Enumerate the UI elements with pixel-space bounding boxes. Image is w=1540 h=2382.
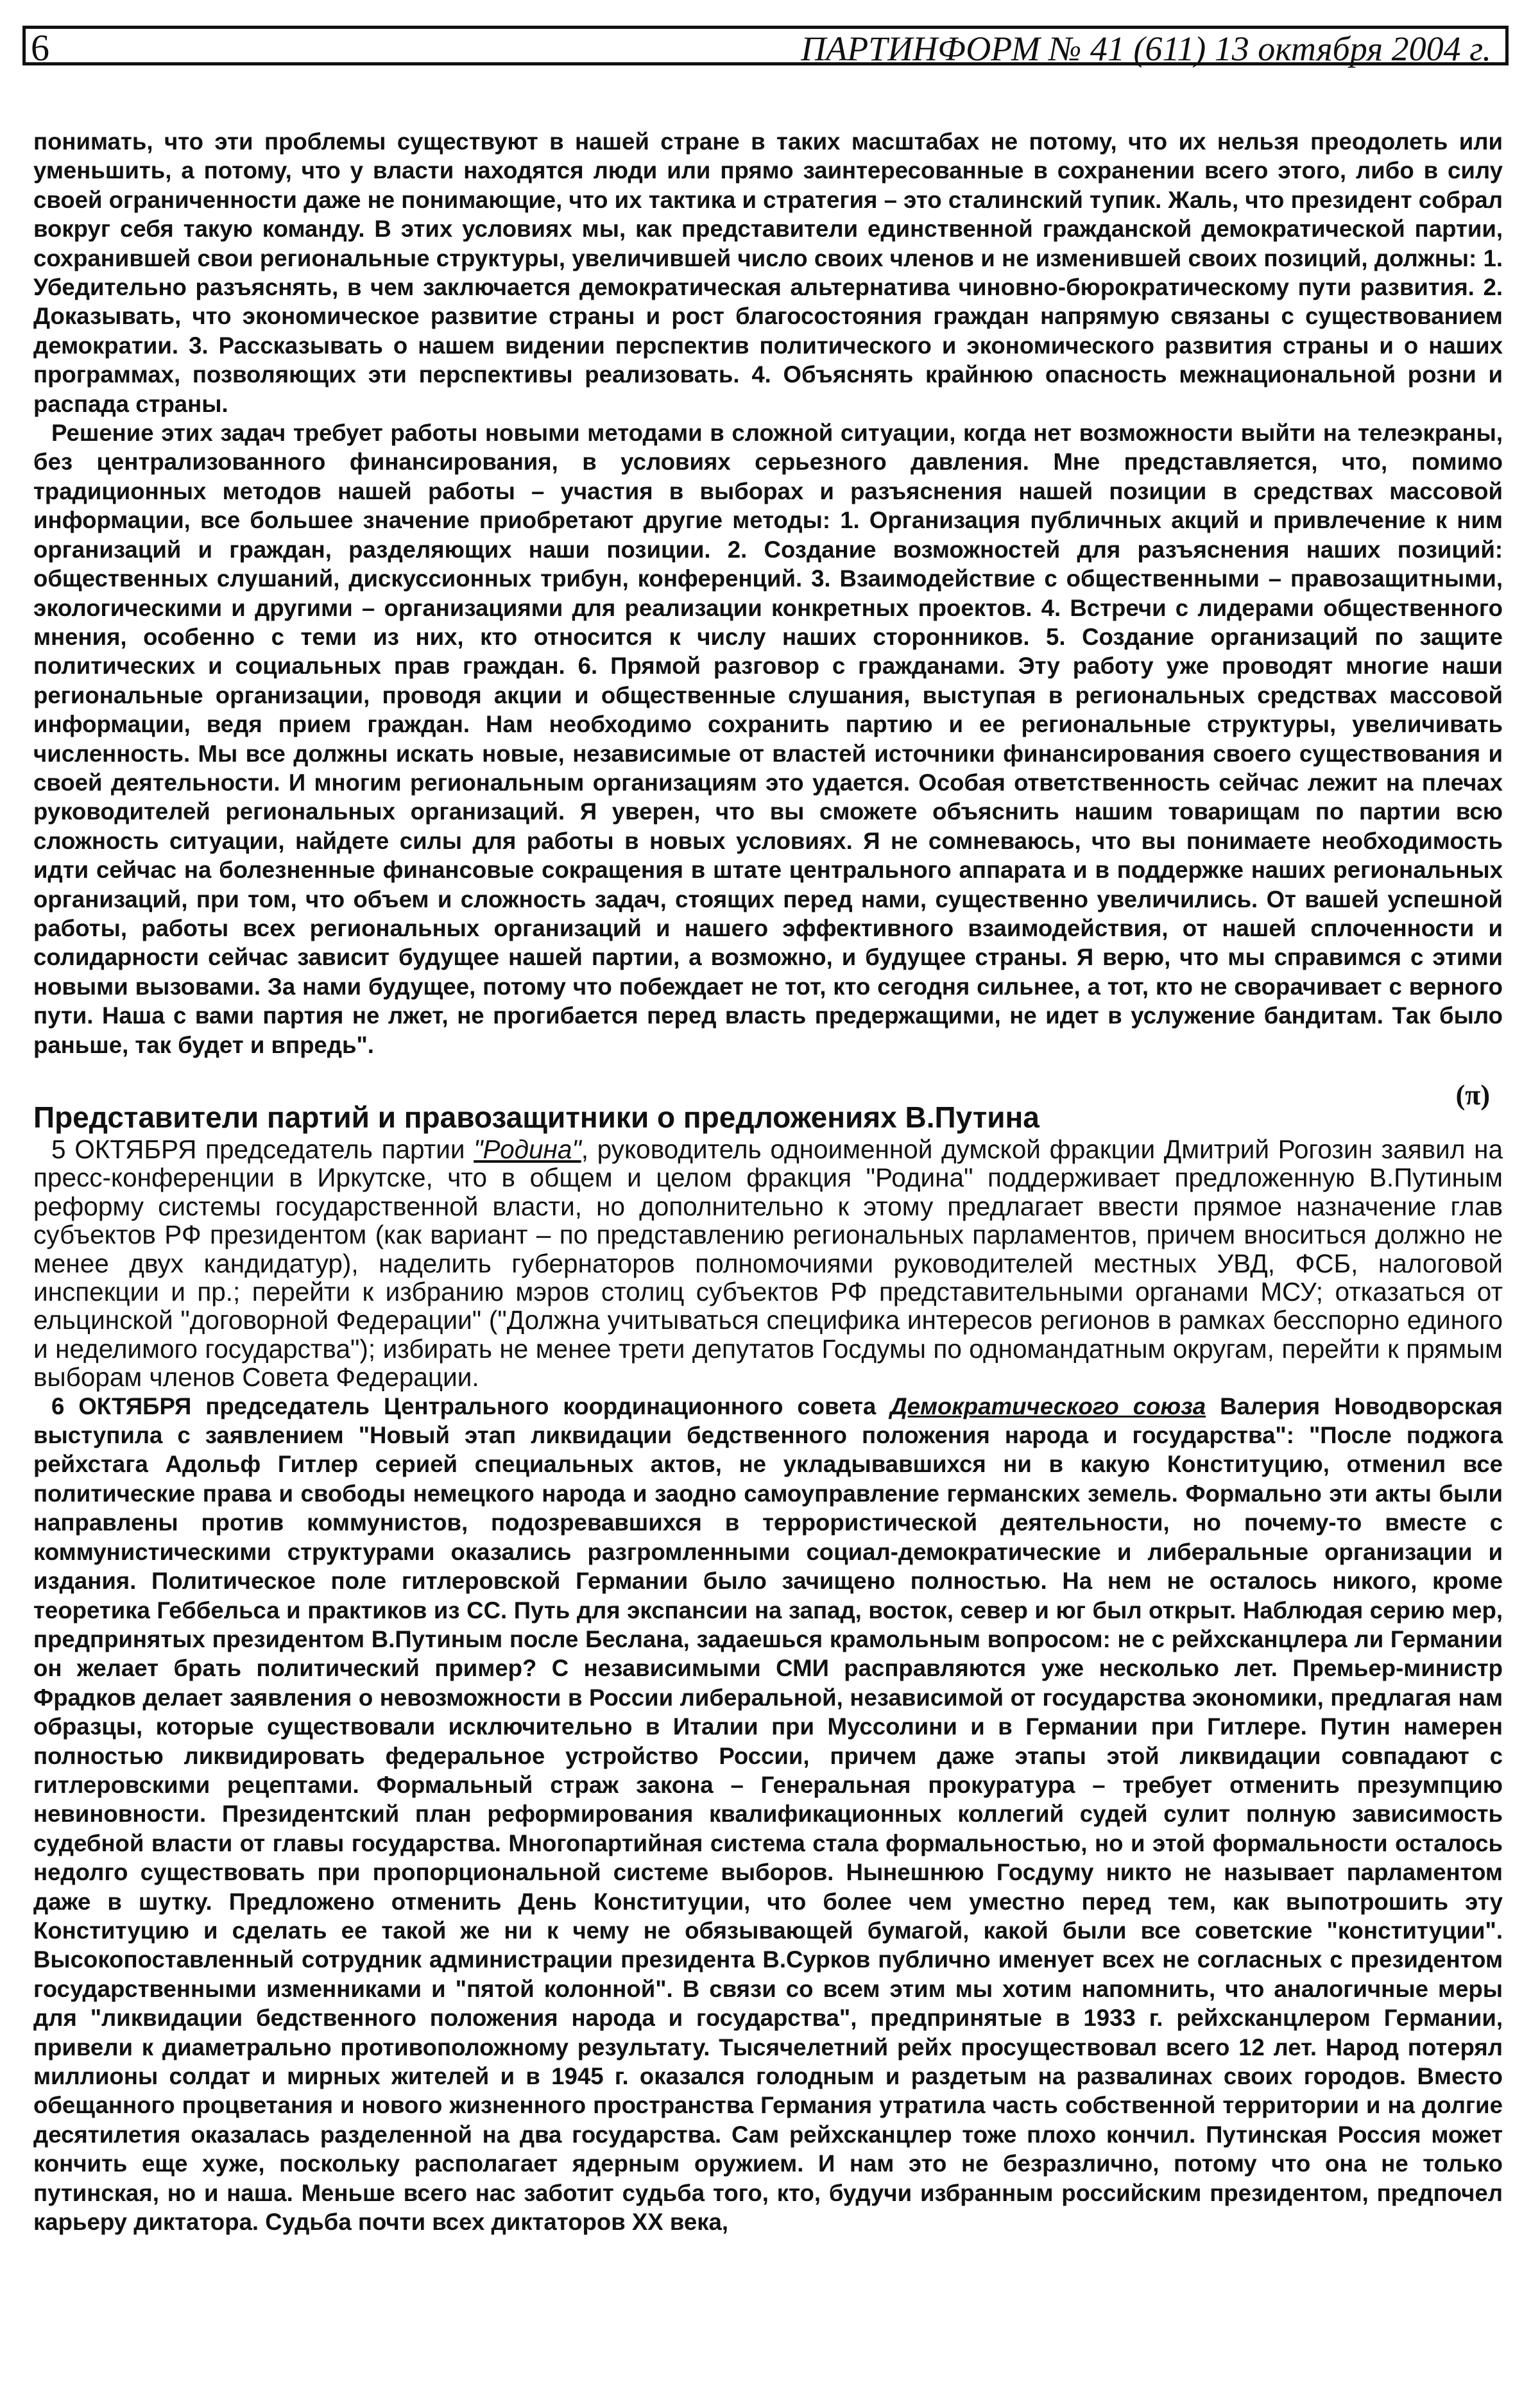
page-header: [22, 26, 1509, 69]
paragraph2-lead: 6 ОКТЯБРЯ председатель Центрального координационного совета: [51, 1392, 891, 1419]
democratic-union-link[interactable]: Демократического союза: [890, 1392, 1206, 1419]
issue-info: ПАРТИНФОРМ № 41 (611) 13 октября 2004 г.: [801, 30, 1491, 68]
article1-paragraph1: понимать, что эти проблемы существуют в нашей стране в таких масштабах не потому, что их нельзя преодолеть или уменьшить, а потому, что у власти находятся люди или прямо заинтересованные в сохранении всего этого, либо в силу своей ограниченности даже не понимающие, что их тактика и стратегия – это сталинский тупик. Жаль, что президент собрал вокруг себя такую команду. В этих условиях мы, как представители единственной гражданской демократической партии, сохранившей свои региональные структуры, увеличившей число своих членов и не изменившей своих позиций, должны: 1. Убедительно разъяснять, в чем заключается демократическая альтернатива чиновно-бюрократическому пути развития. 2. Доказывать, что экономическое развитие страны и рост благосостояния граждан напрямую связаны с существованием демократии. 3. Рассказывать о нашем видении перспектив политического и экономического развития страны и о наших программах, позволяющих эти перспективы реализовать. 4. Объяснять крайнюю опасность межнациональной розни и распада страны.: [33, 128, 1503, 417]
paragraph2-text: Валерия Новодворская выступила с заявлением "Новый этап ликвидации бедственного положения народа и государства": "После поджога рейхстага Адольф Гитлер серией специальных актов, не укладывавшихся ни в какую Конституцию, отменил все политические права и свободы немецкого народа и заодно самоуправление германских земель. Формально эти акты были направлены против коммунистов, подозревавшихся в террористической деятельности, но почему-то вместе с коммунистическими структурами оказались разгромленными социал-демократические и либеральные организации и издания. Политическое поле гитлеровской Германии было зачищено полностью. На нем не осталось никого, кроме теоретика Геббельса и практиков из СС. Путь для экспансии на запад, восток, север и юг был открыт. Наблюдая серию мер, предпринятых президентом В.Путиным после Беслана, задаешься крамольным вопросом: не с рейхсканцлера ли Германии он желает брать политический пример? С независимыми СМИ расправляются уже несколько лет. Премьер-министр Фрадков делает заявления о невозможности в России либеральной, независимой от государства экономики, предлагая нам образцы, которые существовали исключительно в Италии при Муссолини и в Германии при Гитлере. Путин намерен полностью ликвидировать федеральное устройство России, причем даже этапы этой ликвидации совпадают с гитлеровскими рецептами. Формальный страж закона – Генеральная прокуратура – требует отменить презумпцию невиновности. Президентский план реформирования квалификационных коллегий судей сулит полную зависимость судебной власти от главы государства. Многопартийная система стала формальностью, но и этой формальности осталось недолго существовать при пропорциональной системе выборов. Нынешнюю Госдуму никто не называет парламентом даже в шутку. Предложено отменить День Конституции, что более чем уместно перед тем, как выпотрошить эту Конституцию и сделать ее такой же ни к чему не обязывающей бумагой, какой были все советские "конституции". Высокопоставленный сотрудник администрации президента В.Сурков публично именует всех не согласных с президентом государственными изменниками и "пятой колонной". В связи со всем этим мы хотим напомнить, что аналогичные меры для "ликвидации бедственного положения народа и государства", предпринятые в 1933 г. рейхсканцлером Германии, привели к диаметрально противоположному результату. Тысячелетний рейх просуществовал всего 12 лет. Народ потерял миллионы солдат и мирных жителей и в 1945 г. оказался голодным и раздетым на развалинах своих городов. Вместо обещанного процветания и нового жизненного пространства Германия утратила часть собственной территории и на долгие десятилетия оказалась разделенной на два государства. Сам рейхсканцлер тоже плохо кончил. Путинская Россия может кончить еще хуже, поскольку располагает ядерным оружием. И нам это не безразлично, потому что она не только путинская, но и наша. Меньше всего нас заботит судьба того, кто, будучи избранным российским президентом, предпочел карьеру диктатора. Судьба почти всех диктаторов XX века,: [33, 1392, 1503, 2236]
article2-title: Представители партий и правозащитники о предложениях В.Путина: [33, 1101, 1040, 1134]
page-content: [33, 127, 1503, 2236]
paragraph1-lead: 5 ОКТЯБРЯ председатель партии: [51, 1135, 474, 1164]
article1-signature: (π): [1455, 1079, 1490, 1111]
paragraph1-text: , руководитель одноименной думской фракции Дмитрий Рогозин заявил на пресс-конференции в Иркутске, что в общем и целом фракция "Родина" поддерживает предложенную В.Путиным реформу системы государственной власти, но дополнительно к этому предлагает ввести прямое назначение глав субъектов РФ президентом (как вариант – по представлению региональных парламентов, причем вноситься должно не менее двух кандидатур), наделить губернаторов полномочиями руководителей местных УВД, ФСБ, налоговой инспекции и пр.; перейти к избранию мэров столиц субъектов РФ представительными органами МСУ; отказаться от ельцинской "договорной Федерации" ("Должна учитываться специфика интересов регионов в рамках бесспорно единого и неделимого государства"); избирать не менее трети депутатов Госдумы по одномандатным округам, перейти к прямым выборам членов Совета Федерации.: [33, 1135, 1503, 1392]
article1-paragraph2: Решение этих задач требует работы новыми методами в сложной ситуации, когда нет возможности выйти на телеэкраны, без централизованного финансирования, в условиях серьезного давления. Мне представляется, что, помимо традиционных методов нашей работы – участия в выборах и разъяснения нашей позиции в средствах массовой информации, все большее значение приобретают другие методы: 1. Организация публичных акций и привлечение к ним организаций и граждан, разделяющих наши позиции. 2. Создание возможностей для разъяснения наших позиций: общественных слушаний, дискуссионных трибун, конференций. 3. Взаимодействие с общественными – правозащитными, экологическими и другими – организациями для реализации конкретных проектов. 4. Встречи с лидерами общественного мнения, особенно с теми из них, кто относится к числу наших сторонников. 5. Создание организаций по защите политических и социальных прав граждан. 6. Прямой разговор с гражданами. Эту работу уже проводят многие наши региональные организации, проводя акции и общественные слушания, выступая в региональных средствах массовой информации, ведя прием граждан. Нам необходимо сохранить партию и ее региональные структуры, увеличивать численность. Мы все должны искать новые, независимые от властей источники финансирования своего существования и своей деятельности. И многим региональным организациям это удается. Особая ответственность сейчас лежит на плечах руководителей региональных организаций. Я уверен, что вы сможете объяснить нашим товарищам по партии всю сложность ситуации, найдете силы для работы в новых условиях. Я не сомневаюсь, что вы понимаете необходимость идти сейчас на болезненные финансовые сокращения в штате центрального аппарата и в поддержке наших региональных организаций, при том, что объем и сложность задач, стоящих перед нами, существенно увеличились. От вашей успешной работы, работы всех региональных организаций и нашего эффективного взаимодействия, от нашей сплоченности и солидарности сейчас зависит будущее нашей партии, а возможно, и будущее страны. Я верю, что мы справимся с этими новыми вызовами. За нами будущее, потому что побеждает не тот, кто сегодня сильнее, а тот, кто не сворачивает с верного пути. Наша с вами партия не лжет, не прогибается перед власть предержащими, не идет в услужение бандитам. Так было раньше, так будет и впредь".: [33, 420, 1503, 1058]
article2-paragraph2: [33, 1392, 1503, 2237]
article2-paragraph1: [33, 1135, 1503, 1392]
rodina-party-link[interactable]: "Родина": [474, 1135, 581, 1164]
page-number: 6: [31, 27, 49, 69]
